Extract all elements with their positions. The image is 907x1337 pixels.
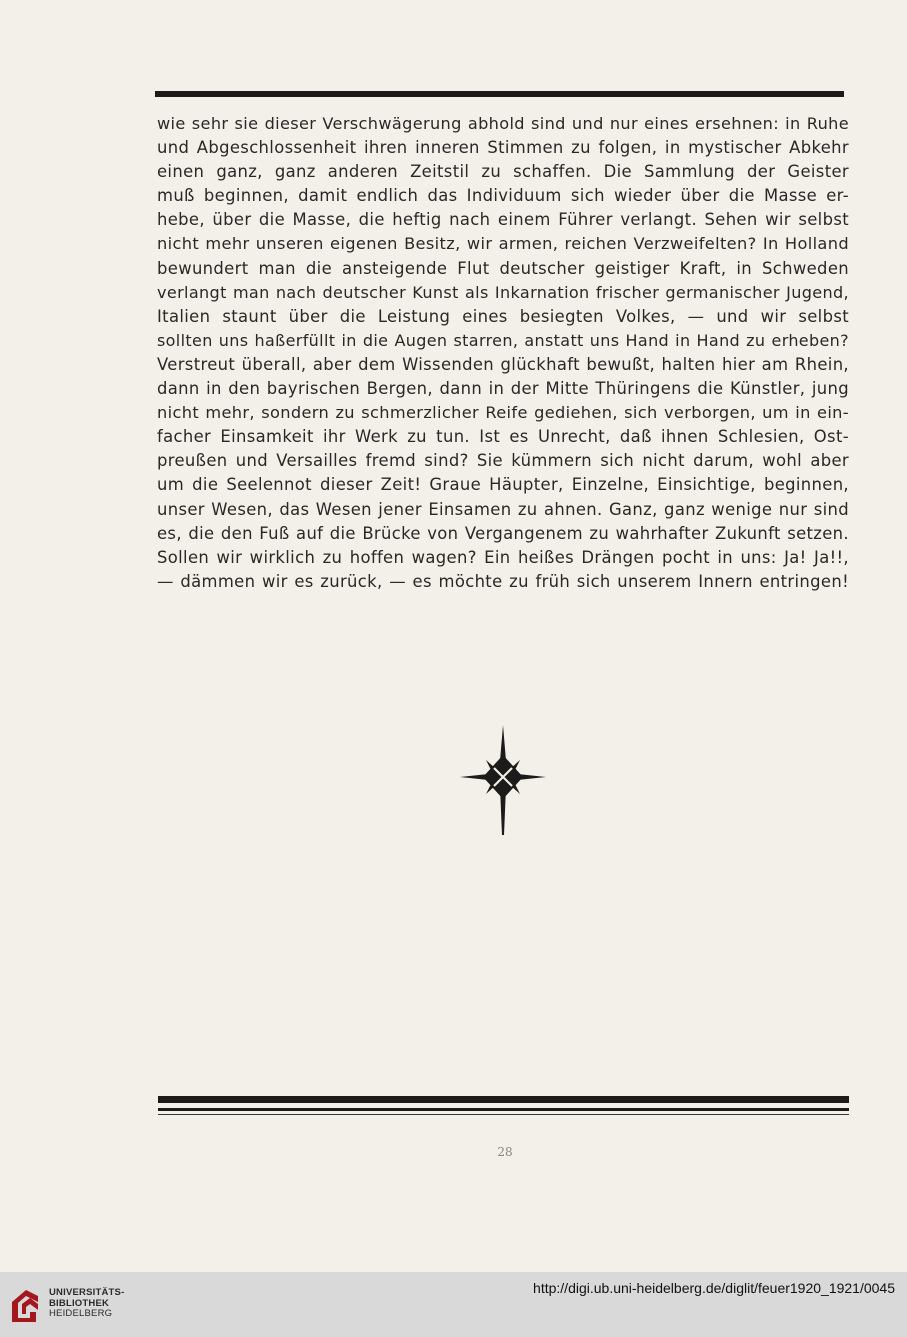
text-line: Verstreut überall, aber dem Wissenden glückhaft bewußt, halten hier am Rhein, bbox=[157, 354, 849, 374]
text-line: muß beginnen, damit endlich das Individuum sich wieder über die Masse er- bbox=[157, 186, 849, 206]
body-paragraph bbox=[157, 112, 849, 594]
text-line: einen ganz, ganz anderen Zeitstil zu schaffen. Die Sammlung der Geister bbox=[157, 162, 849, 182]
text-line: bewundert man die ansteigende Flut deutscher geistiger Kraft, in Schweden bbox=[157, 258, 849, 278]
text-line: nicht mehr, sondern zu schmerzlicher Reife gediehen, sich verborgen, um in ein- bbox=[157, 403, 849, 423]
text-line: preußen und Versailles fremd sind? Sie kümmern sich nicht darum, wohl aber bbox=[157, 451, 849, 471]
permalink-url[interactable]: http://digi.ub.uni-heidelberg.de/diglit/feuer1920_1921/0045 bbox=[533, 1280, 895, 1296]
institution-line: HEIDELBERG bbox=[49, 1308, 113, 1319]
text-line: Sollen wir wirklich zu hoffen wagen? Ein heißes Drängen pocht in uns: Ja! Ja!!, bbox=[157, 547, 849, 567]
text-line: Italien staunt über die Leistung eines besiegten Volkes, — und wir selbst bbox=[157, 306, 849, 326]
institution-line: BIBLIOTHEK bbox=[49, 1297, 110, 1309]
text-line: es, die den Fuß auf die Brücke von Vergangenem zu wahrhafter Zukunft setzen. bbox=[157, 523, 849, 543]
text-line: hebe, über die Masse, die heftig nach einem Führer verlangt. Sehen wir selbst bbox=[157, 210, 849, 230]
text-line: und Abgeschlossenheit ihren inneren Stimmen zu folgen, in mystischer Abkehr bbox=[157, 138, 849, 158]
four-pointed-star-ornament-icon bbox=[460, 725, 546, 835]
text-line: wie sehr sie dieser Verschwägerung abhold sind und nur eines ersehnen: in Ruhe bbox=[157, 114, 849, 133]
institution-line: UNIVERSITÄTS- bbox=[49, 1287, 125, 1298]
text-line: verlangt man nach deutscher Kunst als Inkarnation frischer germanischer Jugend, bbox=[157, 282, 849, 302]
bottom-rule-thin bbox=[158, 1114, 849, 1115]
text-line: dann in den bayrischen Bergen, dann in der Mitte Thüringens die Künstler, jung bbox=[157, 379, 849, 399]
text-line: nicht mehr unseren eigenen Besitz, wir armen, reichen Verzweifelten? In Holland bbox=[157, 234, 849, 254]
institution-name bbox=[49, 1288, 124, 1320]
top-rule bbox=[155, 91, 844, 97]
ub-heidelberg-logo-icon bbox=[8, 1284, 42, 1324]
text-line: sollten uns haßerfüllt in die Augen starren, anstatt uns Hand in Hand zu erheben? bbox=[157, 330, 849, 350]
library-footer-bar bbox=[0, 1272, 907, 1337]
text-line: um die Seelennot dieser Zeit! Graue Häupter, Einzelne, Einsichtige, beginnen, bbox=[157, 475, 849, 495]
text-line: facher Einsamkeit ihr Werk zu tun. Ist es Unrecht, daß ihnen Schlesien, Ost- bbox=[157, 427, 849, 447]
page-number: 28 bbox=[497, 1145, 513, 1159]
text-line: unser Wesen, das Wesen jener Einsamen zu ahnen. Ganz, ganz wenige nur sind bbox=[157, 499, 849, 519]
bottom-rule-thick bbox=[158, 1096, 849, 1103]
bottom-rule-medium bbox=[158, 1108, 849, 1111]
text-line: — dämmen wir es zurück, — es möchte zu früh sich unserem Innern entringen! bbox=[157, 571, 849, 591]
